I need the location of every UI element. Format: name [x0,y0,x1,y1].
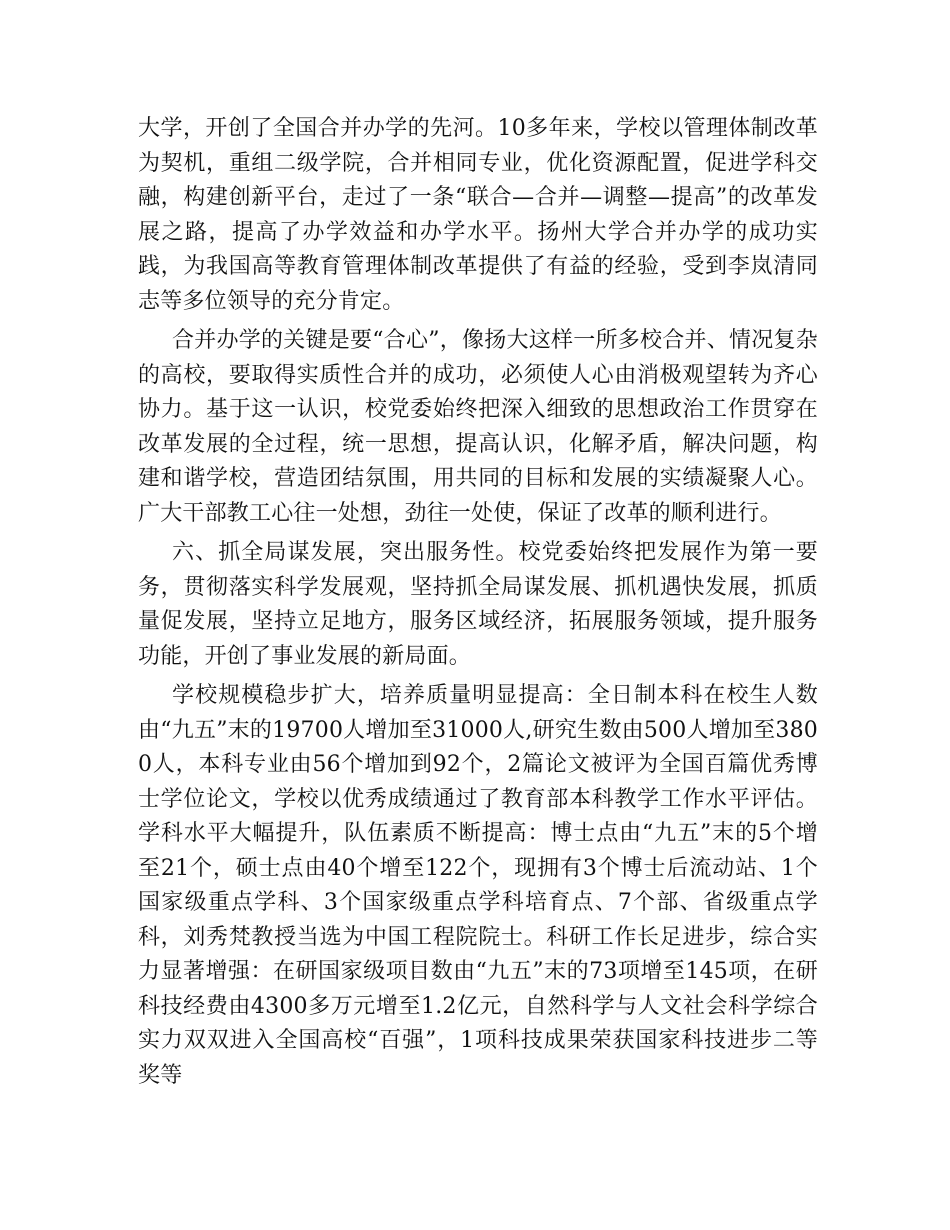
paragraph-continuation: 大学，开创了全国合并办学的先河。10多年来，学校以管理体制改革为契机，重组二级学院，合并相同专业，优化资源配置，促进学科交融，构建创新平台，走过了一条“联合—合并—调整—提高”的改革发展之路，提高了办学效益和办学水平。扬州大学合并办学的成功实践，为我国高等教育管理体制改革提供了有益的经验，受到李岚清同志等多位领导的充分肯定。 [138,116,818,314]
paragraph-section-six: 六、抓全局谋发展，突出服务性。校党委始终把发展作为第一要务，贯彻落实科学发展观，坚持抓全局谋发展、抓机遇快发展，抓质量促发展，坚持立足地方，服务区域经济，拓展服务领域，提升服务功能，开创了事业发展的新局面。 [138,540,818,669]
paragraph-merger-unity: 合并办学的关键是要“合心”，像扬大这样一所多校合并、情况复杂的高校，要取得实质性合并的成功，必须使人心由消极观望转为齐心协力。基于这一认识，校党委始终把深入细致的思想政治工作贯穿在改革发展的全过程，统一思想，提高认识，化解矛盾，解决问题，构建和谐学校，营造团结氛围，用共同的目标和发展的实绩凝聚人心。广大干部教工心往一处想，劲往一处使，保证了改革的顺利进行。 [138,328,818,526]
paragraph-achievements: 学校规模稳步扩大，培养质量明显提高：全日制本科在校生人数由“九五”末的19700人增加至31000人,研究生数由500人增加至3800人，本科专业由56个增加到92个，2篇论文被评为全国百篇优秀博士学位论文，学校以优秀成绩通过了教育部本科教学工作水平评估。学科水平大幅提升，队伍素质不断提高：博士点由“九五”末的5个增至21个，硕士点由40个增至122个，现拥有3个博士后流动站、1个国家级重点学科、3个国家级重点学科培育点、7个部、省级重点学科，刘秀梵教授当选为中国工程院院士。科研工作长足进步，综合实力显著增强：在研国家级项目数由“九五”末的73项增至145项，在研科技经费由4300多万元增至1.2亿元，自然科学与人文社会科学综合实力双双进入全国高校“百强”，1项科技成果荣获国家科技进步二等奖等 [138,683,818,1088]
document-page [138,112,818,1093]
